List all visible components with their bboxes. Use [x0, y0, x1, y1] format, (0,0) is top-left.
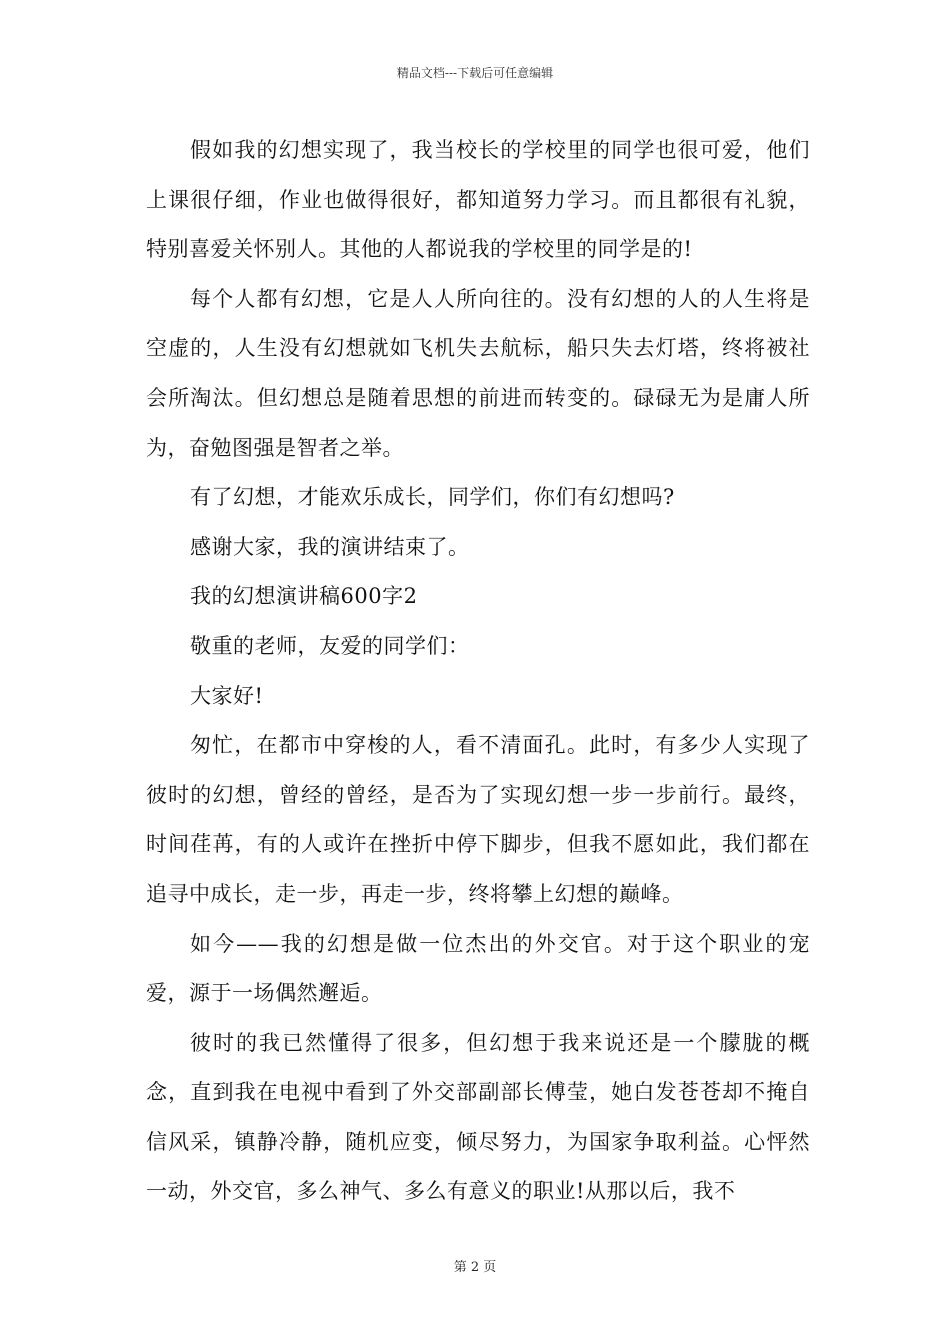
- page-number: 第 2 页: [453, 1260, 497, 1275]
- paragraph: 匆忙，在都市中穿梭的人，看不清面孔。此时，有多少人实现了彼时的幻想，曾经的曾经，是否为了实现幻想一步一步前行。最终，时间荏苒，有的人或许在挫折中停下脚步，但我不愿如此，我们都在追寻中成长，走一步，再走一步，终将攀上幻想的巅峰。: [146, 733, 810, 906]
- section-title: 我的幻想演讲稿600字2: [190, 584, 418, 609]
- paragraph: 有了幻想，才能欢乐成长，同学们，你们有幻想吗?: [190, 485, 675, 510]
- salutation: 敬重的老师，友爱的同学们：: [190, 633, 470, 658]
- paragraph: 如今——我的幻想是做一位杰出的外交官。对于这个职业的宠爱，源于一场偶然邂逅。: [146, 931, 810, 1006]
- document-body: [146, 126, 810, 1217]
- paragraph: 彼时的我已然懂得了很多，但幻想于我来说还是一个朦胧的概念，直到我在电视中看到了外交部副部长傅莹，她白发苍苍却不掩自信风采，镇静冷静，随机应变，倾尽努力，为国家争取利益。心怦然一动，外交官，多么神气、多么有意义的职业!从那以后，我不: [146, 1030, 810, 1204]
- paragraph: 假如我的幻想实现了，我当校长的学校里的同学也很可爱，他们上课很仔细，作业也做得很好，都知道努力学习。而且都很有礼貌，特别喜爱关怀别人。其他的人都说我的学校里的同学是的!: [146, 138, 810, 262]
- greeting: 大家好!: [190, 683, 264, 708]
- paragraph: 每个人都有幻想，它是人人所向往的。没有幻想的人的人生将是空虚的，人生没有幻想就如飞机失去航标，船只失去灯塔，终将被社会所淘汰。但幻想总是随着思想的前进而转变的。碌碌无为是庸人所为，奋勉图强是智者之举。: [146, 286, 810, 460]
- page-header: 精品文档---下载后可任意编辑: [396, 66, 554, 80]
- paragraph: 感谢大家，我的演讲结束了。: [190, 534, 470, 559]
